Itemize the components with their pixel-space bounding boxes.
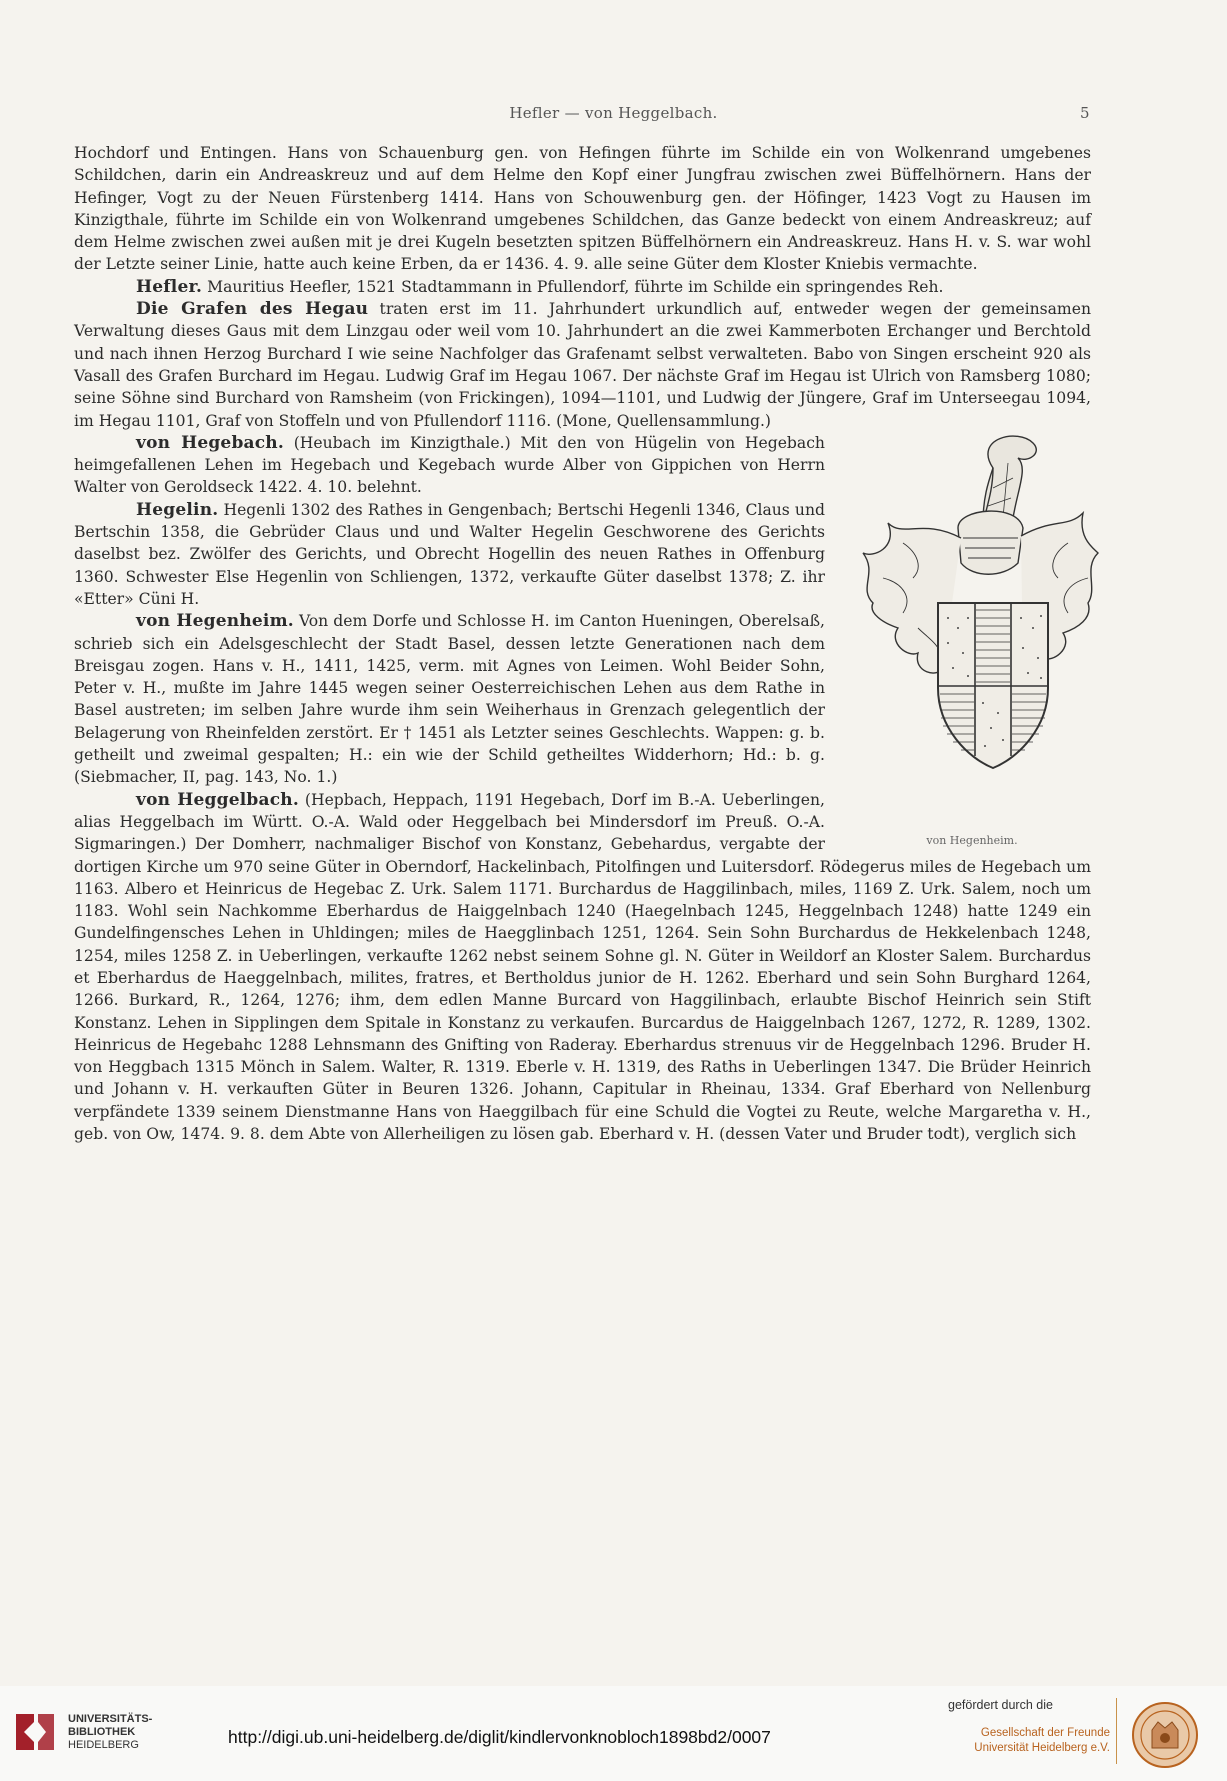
entry-headword: von Heggelbach. bbox=[136, 789, 299, 810]
paragraph-text: Hochdorf und Entingen. Hans von Schauenburg gen. von Hefingen führte im Schilde ein von Wolkenrand umgebenes Schildchen, darin ein Andreaskreuz und auf dem Helme den Kopf einer Jungfrau zwischen zwei Büffelhörnern. Hans der Hefinger, Vogt zu der Neuen Fürstenberg 1414. Hans von Schouwenburg gen. der Höfinger, 1423 Vogt zu Hausen im Kinzigthale, führte im Schilde ein von Wolkenrand umgebenes Schildchen, das Ganze bedeckt von einem Andreaskreuz; auf dem Helme zwischen zwei außen mit je drei Kugeln besetzten spitzen Büffelhörnern ein Andreaskreuz. Hans H. v. S. war wohl der Letzte seiner Linie, hatte auch keine Erben, da er 1436. 4. 9. alle seine Güter dem Kloster Kniebis vermachte. bbox=[74, 144, 1091, 274]
sponsor-name-line: Gesellschaft der Freunde bbox=[980, 1727, 1110, 1739]
sponsor-name bbox=[950, 1726, 1110, 1756]
entry-text: Hegenli 1302 des Rathes in Gengenbach; Bertschi Hegenli 1346, Claus und Bertschin 1358, die Gebrüder Claus und und Walter Hegelin Geschworene des Gerichts daselbst bez. Zwölfer des Gerichts, und Obrecht Hogellin des neuen Rathes in Offenburg 1360. Schwester Else Hegenlin von Schliengen, 1372, verkaufte Güter daselbst 1378; Z. ihr «Etter» Cüni H. bbox=[74, 500, 825, 608]
sponsor-intro: gefördert durch die bbox=[948, 1698, 1053, 1712]
coat-of-arms-illustration bbox=[843, 428, 1101, 828]
entry-text: traten erst im 11. Jahrhundert urkundlich auf, entweder wegen der gemeinsamen Verwaltung dieses Gaus mit dem Linzgau oder weil vom 10. Jahrhundert an die zwei Kammerboten Erchanger und Berchtold und nach ihnen Herzog Burchard I wie seine Nachfolger das Grafenamt selbst verwalteten. Babo von Singen erscheint 920 als Vasall des Grafen Burchard im Hegau. Ludwig Graf im Hegau 1067. Der nächste Graf im Hegau ist Ulrich von Ramsberg 1080; seine Söhne sind Burchard von Ramsheim (von Frickingen), 1094—1101, und Ludwig der Jüngere, Graf im Unterseegau 1094, im Hegau 1101, Graf von Stoffeln und von Pfullendorf 1116. (Mone, Quellensammlung.) bbox=[74, 300, 1091, 430]
footer-divider bbox=[1116, 1698, 1117, 1764]
entry-headword: Die Grafen des Hegau bbox=[136, 299, 369, 320]
figure-caption: von Hegenheim. bbox=[926, 833, 1018, 847]
entry-text: (Hepbach, Heppach, 1191 Hegebach, Dorf im B.-A. Ueberlingen, alias Heggelbach im Württ. O.-A. Wald oder Heggelbach bei Mindersdorf im Preuß. O.-A. Sigmaringen.) Der Domherr, nachmaliger Bischof von Konstanz, Gebehardus, vergabte der dortigen Kirche um 970 seine Güter in Oberndorf, Hackelinbach, Pitolfingen und Luitersdorf. Rödegerus miles de Hegebach um 1163. Albero et Heinricus de Hegebac Z. Urk. Salem 1171. Burchardus de Haggilinbach, miles, 1169 Z. Urk. Salem, noch um 1183. Wohl sein Nachkomme Eberhardus de Haiggelnbach 1240 (Haegelnbach 1245, Heggelnbach 1248) hatte 1249 ein Gundelfingensches Lehen in Uhldingen; miles de Haegglinbach 1251, 1264. Sein Sohn Burchardus de Hekkelenbach 1248, 1254, miles 1258 Z. in Ueberlingen, verkaufte 1262 nebst seinem Sohne gl. N. Güter in Weildorf an Kloster Salem. Burchardus et Eberhardus de Haeggelnbach, milites, fratres, et Bertholdus junior de H. 1262. Eberhard und sein Sohn Burghard 1264, 1266. Burkard, R., 1264, 1276; ihm, dem edlen Manne Burcard von Haggilinbach, erlaubte Bischof Heinrich sein Stift Konstanz. Lehen in Sipplingen dem Spitale in Konstanz zu verkaufen. Burcardus de Haiggelnbach 1267, 1272, R. 1289, 1302. Heinricus de Hegebahc 1288 Lehnsmann des Gnifting von Raderay. Eberhardus strenuus vir de Heggelnbach 1296. Bruder H. von Heggbach 1315 Mönch in Salem. Walter, R. 1319. Eberle v. H. 1319, des Raths in Ueberlingen 1347. Die Brüder Heinrich und Johann v. H. verkauften Güter in Beuren 1326. Johann, Capitular in Rheinau, 1334. Graf Eberhard von Nellenburg verpfändete 1339 seinem Dienstmanne Hans von Haeggilbach für eine Schuld die Vogtei zu Reute, welche Margaretha v. H., geb. von Ow, 1474. 9. 8. dem Abte von Allerheiligen zu lösen gab. Eberhard v. H. (dessen Vater und Bruder todt), verglich sich bbox=[74, 790, 1091, 1144]
digitization-footer bbox=[0, 1686, 1227, 1781]
permalink-url[interactable]: http://digi.ub.uni-heidelberg.de/diglit/kindlervonknobloch1898bd2/0007 bbox=[228, 1727, 771, 1747]
university-seal-icon bbox=[1130, 1700, 1200, 1770]
paragraph-continuation bbox=[74, 142, 1091, 276]
main-text bbox=[74, 142, 1091, 1145]
library-name-line: UNIVERSITÄTS- bbox=[68, 1713, 153, 1725]
entry-text: Mauritius Heefler, 1521 Stadtammann in Pfullendorf, führte im Schilde ein springendes Reh. bbox=[207, 277, 944, 296]
entry-text: Von dem Dorfe und Schlosse H. im Canton Hueningen, Oberelsaß, schrieb sich ein Adelsgeschlecht der Stadt Basel, dessen letzte Generationen nach dem Breisgau zogen. Hans v. H., 1411, 1425, verm. mit Agnes von Leimen. Wohl Beider Sohn, Peter v. H., mußte im Jahre 1445 wegen seiner Oesterreichischen Lehen aus dem Rathe in Basel austreten; im selben Jahre wurde ihm sein Weiherhaus in Grenzach gelegentlich der Belagerung von Rheinfelden zerstört. Er † 1451 als Letzter seines Geschlechts. Wappen: g. b. getheilt und zweimal gespalten; H.: ein wie der Schild getheiltes Widderhorn; Hd.: b. g. (Siebmacher, II, pag. 143, No. 1.) bbox=[74, 612, 825, 787]
library-name-line: HEIDELBERG bbox=[68, 1739, 139, 1751]
library-logo-icon bbox=[12, 1708, 58, 1756]
entry-hefler bbox=[74, 276, 1091, 298]
entry-headword: Hefler. bbox=[136, 276, 203, 297]
sponsor-name-line: Universität Heidelberg e.V. bbox=[974, 1742, 1110, 1754]
page-number: 5 bbox=[1080, 104, 1090, 122]
library-name-line: BIBLIOTHEK bbox=[68, 1726, 136, 1738]
coat-of-arms-figure bbox=[843, 428, 1101, 848]
entry-headword: Hegelin. bbox=[136, 499, 219, 520]
running-title: Hefler — von Heggelbach. bbox=[509, 104, 718, 122]
entry-headword: von Hegebach. bbox=[136, 432, 284, 453]
entry-grafen-des-hegau bbox=[74, 298, 1091, 432]
running-header bbox=[0, 104, 1227, 128]
entry-text: (Heubach im Kinzigthale.) Mit den von Hügelin von Hegebach heimgefallenen Lehen im Hegebach und Kegebach wurde Alber von Gippichen von Herrn Walter von Geroldseck 1422. 4. 10. belehnt. bbox=[74, 433, 825, 497]
library-name bbox=[68, 1713, 152, 1752]
entry-headword: von Hegenheim. bbox=[136, 611, 294, 632]
